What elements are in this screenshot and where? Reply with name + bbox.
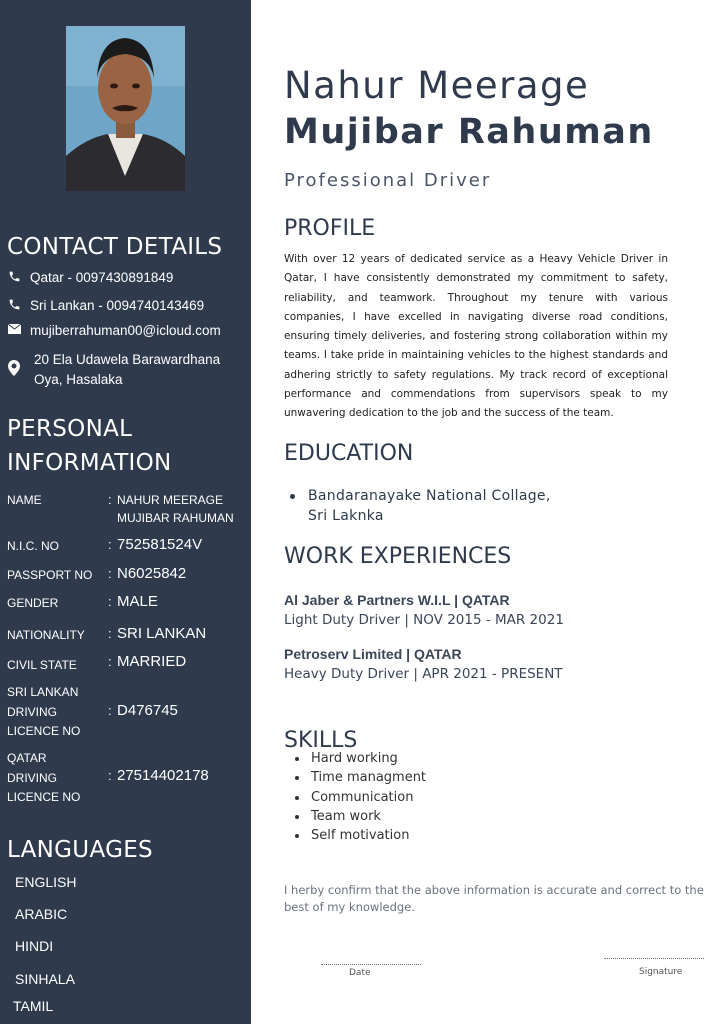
signature-label: Signature <box>639 967 683 977</box>
name-label: NAME <box>7 493 42 507</box>
qa-licence-label <box>7 749 107 808</box>
passport-label: PASSPORT NO <box>7 568 93 582</box>
email-text: mujiberrahuman00@icloud.com <box>30 323 221 338</box>
language-item: SINHALA <box>15 971 75 987</box>
name-value-line-2: MUJIBAR RAHUMAN <box>117 511 234 525</box>
gender-colon: : <box>108 594 112 609</box>
contact-heading: CONTACT DETAILS <box>7 234 223 260</box>
qa-licence-value: 27514402178 <box>117 767 209 784</box>
location-pin-icon <box>7 360 21 376</box>
qa-licence-label-line-3: LICENCE NO <box>7 790 81 804</box>
passport-colon: : <box>108 566 112 581</box>
work-heading: WORK EXPERIENCES <box>284 544 512 569</box>
gender-value: MALE <box>117 593 158 610</box>
passport-value: N6025842 <box>117 565 187 582</box>
qa-licence-colon: : <box>108 768 112 783</box>
gender-label: GENDER <box>7 596 59 610</box>
phone-qatar-text: Qatar - 0097430891849 <box>30 270 174 285</box>
phone-srilanka-text: Sri Lankan - 0094740143469 <box>30 298 205 313</box>
skill-item: Team work <box>295 807 426 826</box>
nationality-colon: : <box>108 626 112 641</box>
profile-heading: PROFILE <box>284 216 376 241</box>
language-item: ENGLISH <box>15 874 77 890</box>
name-value-line-1: NAHUR MEERAGE <box>117 493 224 507</box>
phone-icon <box>7 296 21 312</box>
job-role: Heavy Duty Driver | APR 2021 - PRESENT <box>284 666 563 682</box>
name-second-line: Mujibar Rahuman <box>284 112 654 152</box>
skill-item: Self motivation <box>295 826 426 845</box>
qa-licence-label-line-2: DRIVING <box>7 770 58 785</box>
personal-heading-line-1: PERSONAL <box>7 416 133 442</box>
language-item: ARABIC <box>15 906 68 922</box>
contact-email <box>7 321 221 341</box>
skills-heading: SKILLS <box>284 728 358 753</box>
job-company: Al Jaber & Partners W.I.L | QATAR <box>284 592 510 608</box>
profile-photo <box>66 26 185 191</box>
contact-phone-qatar <box>7 268 173 288</box>
sl-licence-label-line-2: DRIVING <box>7 704 58 719</box>
skill-item: Time managment <box>295 768 426 787</box>
signature-line <box>604 958 704 959</box>
language-item: HINDI <box>15 938 54 954</box>
sidebar <box>0 0 251 1024</box>
name-first-line: Nahur Meerage <box>284 64 590 107</box>
sl-licence-label-line-1: SRI LANKAN <box>7 685 79 699</box>
languages-heading: LANGUAGES <box>7 837 153 863</box>
civil-state-value: MARRIED <box>117 653 187 670</box>
personal-heading <box>7 412 172 480</box>
name-colon: : <box>108 492 112 507</box>
personal-heading-line-2: INFORMATION <box>7 450 172 476</box>
nic-colon: : <box>108 537 112 552</box>
civil-state-colon: : <box>108 654 112 669</box>
nationality-value: SRI LANKAN <box>117 625 207 642</box>
education-item-line-1: Bandaranayake National Collage, <box>308 488 551 504</box>
education-item <box>290 486 551 526</box>
phone-icon <box>7 268 21 284</box>
envelope-icon <box>7 321 21 337</box>
sl-licence-label <box>7 683 107 742</box>
profile-text: With over 12 years of dedicated service as a Heavy Vehicle Driver in Qatar, I have consistently demonstrated my commitment to safety, reliability, and teamwork. Throughout my tenure with various companies, I have excelled in navigating diverse road conditions, ensuring timely deliveries, and fostering strong collaboration within my teams. I take pride in maintaining vehicles to the highest standards and adhering strictly to safety regulations. My track record of exceptional performance and commendations from supervisors speak to my unwavering dedication to the job and the success of the team. <box>284 253 668 420</box>
job-company: Petroserv Limited | QATAR <box>284 646 462 662</box>
language-item: TAMIL <box>13 998 54 1014</box>
skill-item: Communication <box>295 788 426 807</box>
declaration-text: I herby confirm that the above information is accurate and correct to the best of my knowledge. <box>284 883 704 914</box>
name-value <box>117 491 234 527</box>
nationality-label: NATIONALITY <box>7 628 85 642</box>
skill-item: Hard working <box>295 749 426 768</box>
nic-label: N.I.C. NO <box>7 539 60 553</box>
sl-licence-label-line-3: LICENCE NO <box>7 724 81 738</box>
qa-licence-label-line-1: QATAR <box>7 751 47 765</box>
date-label: Date <box>349 968 371 978</box>
address-line-1: 20 Ela Udawela Barawardhana <box>34 352 221 367</box>
education-list <box>290 486 551 526</box>
contact-address <box>7 350 220 390</box>
job-role: Light Duty Driver | NOV 2015 - MAR 2021 <box>284 612 564 628</box>
sl-licence-value: D476745 <box>117 702 178 719</box>
civil-state-label: CIVIL STATE <box>7 658 77 672</box>
education-heading: EDUCATION <box>284 441 414 466</box>
date-line <box>321 964 421 965</box>
job-title: Professional Driver <box>284 170 492 191</box>
sl-licence-colon: : <box>108 703 112 718</box>
contact-phone-srilanka <box>7 296 204 316</box>
address-line-2: Oya, Hasalaka <box>34 372 123 387</box>
skills-list <box>295 749 426 845</box>
education-item-line-2: Sri Laknka <box>308 508 384 524</box>
nic-value: 752581524V <box>117 536 203 553</box>
